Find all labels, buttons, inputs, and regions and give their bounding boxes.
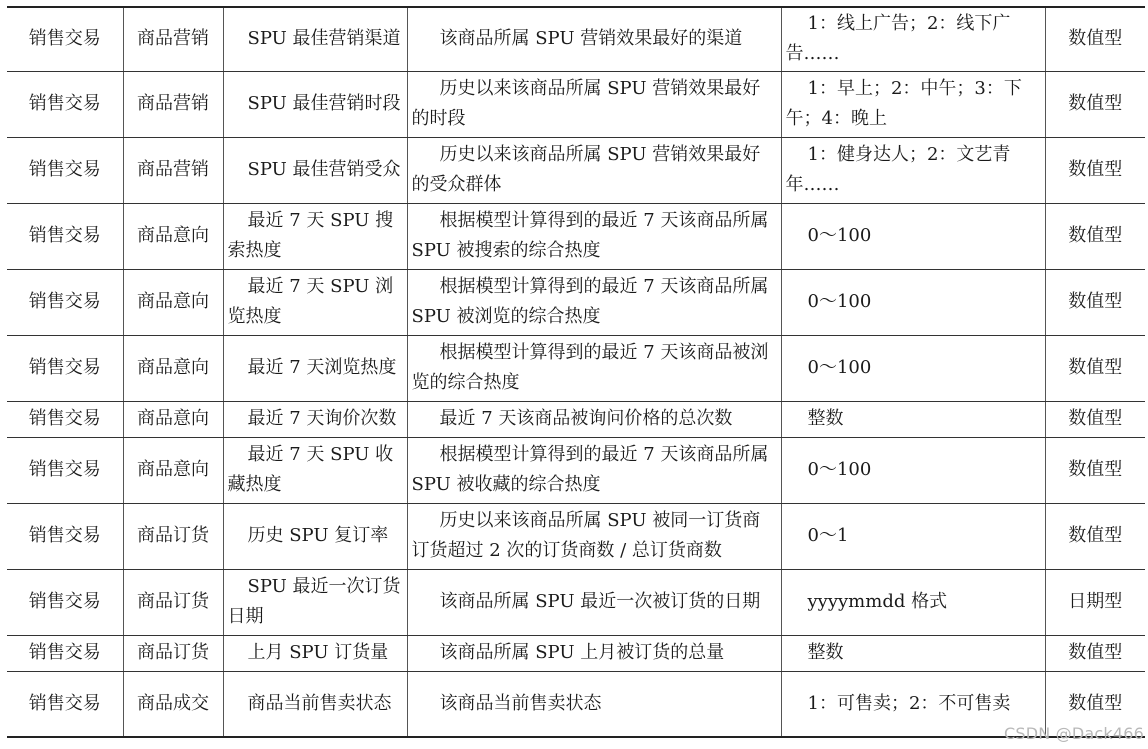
cell-name: SPU 最佳营销受众 bbox=[223, 137, 407, 203]
cell-name: SPU 最近一次订货日期 bbox=[223, 569, 407, 635]
cell-category: 商品意向 bbox=[123, 437, 223, 503]
table-row bbox=[7, 7, 1145, 71]
cell-range: 0～1 bbox=[781, 503, 1045, 569]
cell-range: 1：可售卖；2：不可售卖 bbox=[781, 671, 1045, 737]
cell-type: 数值型 bbox=[1045, 137, 1145, 203]
cell-range: 1：健身达人；2：文艺青年…… bbox=[781, 137, 1045, 203]
cell-description: 根据模型计算得到的最近 7 天该商品所属 SPU 被收藏的综合热度 bbox=[407, 437, 781, 503]
cell-category: 商品营销 bbox=[123, 71, 223, 137]
table-row bbox=[7, 635, 1145, 671]
cell-category: 商品意向 bbox=[123, 269, 223, 335]
cell-name: 最近 7 天 SPU 收藏热度 bbox=[223, 437, 407, 503]
cell-type: 数值型 bbox=[1045, 203, 1145, 269]
cell-description: 根据模型计算得到的最近 7 天该商品所属 SPU 被浏览的综合热度 bbox=[407, 269, 781, 335]
cell-category: 商品营销 bbox=[123, 7, 223, 71]
table-row bbox=[7, 71, 1145, 137]
cell-category: 商品营销 bbox=[123, 137, 223, 203]
table-row bbox=[7, 671, 1145, 737]
cell-description: 历史以来该商品所属 SPU 营销效果最好的受众群体 bbox=[407, 137, 781, 203]
cell-domain: 销售交易 bbox=[7, 203, 123, 269]
cell-type: 数值型 bbox=[1045, 335, 1145, 401]
cell-domain: 销售交易 bbox=[7, 503, 123, 569]
cell-name: 最近 7 天询价次数 bbox=[223, 401, 407, 437]
cell-type: 数值型 bbox=[1045, 401, 1145, 437]
cell-type: 数值型 bbox=[1045, 437, 1145, 503]
cell-category: 商品订货 bbox=[123, 635, 223, 671]
cell-name: SPU 最佳营销时段 bbox=[223, 71, 407, 137]
cell-domain: 销售交易 bbox=[7, 635, 123, 671]
cell-range: 0～100 bbox=[781, 203, 1045, 269]
cell-name: 最近 7 天 SPU 浏览热度 bbox=[223, 269, 407, 335]
table-row bbox=[7, 335, 1145, 401]
cell-description: 根据模型计算得到的最近 7 天该商品所属 SPU 被搜索的综合热度 bbox=[407, 203, 781, 269]
table-row bbox=[7, 569, 1145, 635]
cell-domain: 销售交易 bbox=[7, 71, 123, 137]
cell-category: 商品成交 bbox=[123, 671, 223, 737]
table-row bbox=[7, 203, 1145, 269]
cell-description: 该商品所属 SPU 营销效果最好的渠道 bbox=[407, 7, 781, 71]
cell-description: 根据模型计算得到的最近 7 天该商品被浏览的综合热度 bbox=[407, 335, 781, 401]
cell-name: 最近 7 天浏览热度 bbox=[223, 335, 407, 401]
table-row bbox=[7, 401, 1145, 437]
cell-description: 该商品所属 SPU 上月被订货的总量 bbox=[407, 635, 781, 671]
cell-domain: 销售交易 bbox=[7, 437, 123, 503]
cell-range: 整数 bbox=[781, 401, 1045, 437]
cell-name: 历史 SPU 复订率 bbox=[223, 503, 407, 569]
cell-range: yyyymmdd 格式 bbox=[781, 569, 1045, 635]
cell-type: 数值型 bbox=[1045, 671, 1145, 737]
cell-category: 商品订货 bbox=[123, 503, 223, 569]
table-row bbox=[7, 437, 1145, 503]
cell-range: 1：线上广告；2：线下广告…… bbox=[781, 7, 1045, 71]
cell-range: 1：早上；2：中午；3：下午；4：晚上 bbox=[781, 71, 1045, 137]
cell-name: SPU 最佳营销渠道 bbox=[223, 7, 407, 71]
cell-type: 数值型 bbox=[1045, 71, 1145, 137]
cell-domain: 销售交易 bbox=[7, 569, 123, 635]
cell-name: 上月 SPU 订货量 bbox=[223, 635, 407, 671]
cell-description: 该商品当前售卖状态 bbox=[407, 671, 781, 737]
csdn-watermark: CSDN @Dack466 bbox=[1003, 724, 1144, 743]
table-row bbox=[7, 269, 1145, 335]
cell-type: 数值型 bbox=[1045, 635, 1145, 671]
cell-category: 商品意向 bbox=[123, 203, 223, 269]
cell-type: 数值型 bbox=[1045, 503, 1145, 569]
table-row bbox=[7, 503, 1145, 569]
cell-domain: 销售交易 bbox=[7, 671, 123, 737]
cell-description: 历史以来该商品所属 SPU 被同一订货商订货超过 2 次的订货商数 / 总订货商数 bbox=[407, 503, 781, 569]
cell-domain: 销售交易 bbox=[7, 137, 123, 203]
cell-description: 历史以来该商品所属 SPU 营销效果最好的时段 bbox=[407, 71, 781, 137]
cell-range: 0～100 bbox=[781, 269, 1045, 335]
cell-domain: 销售交易 bbox=[7, 269, 123, 335]
cell-domain: 销售交易 bbox=[7, 335, 123, 401]
table-row bbox=[7, 137, 1145, 203]
cell-range: 整数 bbox=[781, 635, 1045, 671]
cell-type: 数值型 bbox=[1045, 269, 1145, 335]
cell-category: 商品意向 bbox=[123, 335, 223, 401]
cell-range: 0～100 bbox=[781, 437, 1045, 503]
cell-name: 商品当前售卖状态 bbox=[223, 671, 407, 737]
table-body bbox=[7, 7, 1145, 737]
attribute-table bbox=[7, 6, 1145, 738]
cell-category: 商品意向 bbox=[123, 401, 223, 437]
cell-description: 该商品所属 SPU 最近一次被订货的日期 bbox=[407, 569, 781, 635]
cell-domain: 销售交易 bbox=[7, 401, 123, 437]
cell-domain: 销售交易 bbox=[7, 7, 123, 71]
cell-range: 0～100 bbox=[781, 335, 1045, 401]
cell-name: 最近 7 天 SPU 搜索热度 bbox=[223, 203, 407, 269]
cell-type: 数值型 bbox=[1045, 7, 1145, 71]
cell-description: 最近 7 天该商品被询问价格的总次数 bbox=[407, 401, 781, 437]
cell-category: 商品订货 bbox=[123, 569, 223, 635]
cell-type: 日期型 bbox=[1045, 569, 1145, 635]
